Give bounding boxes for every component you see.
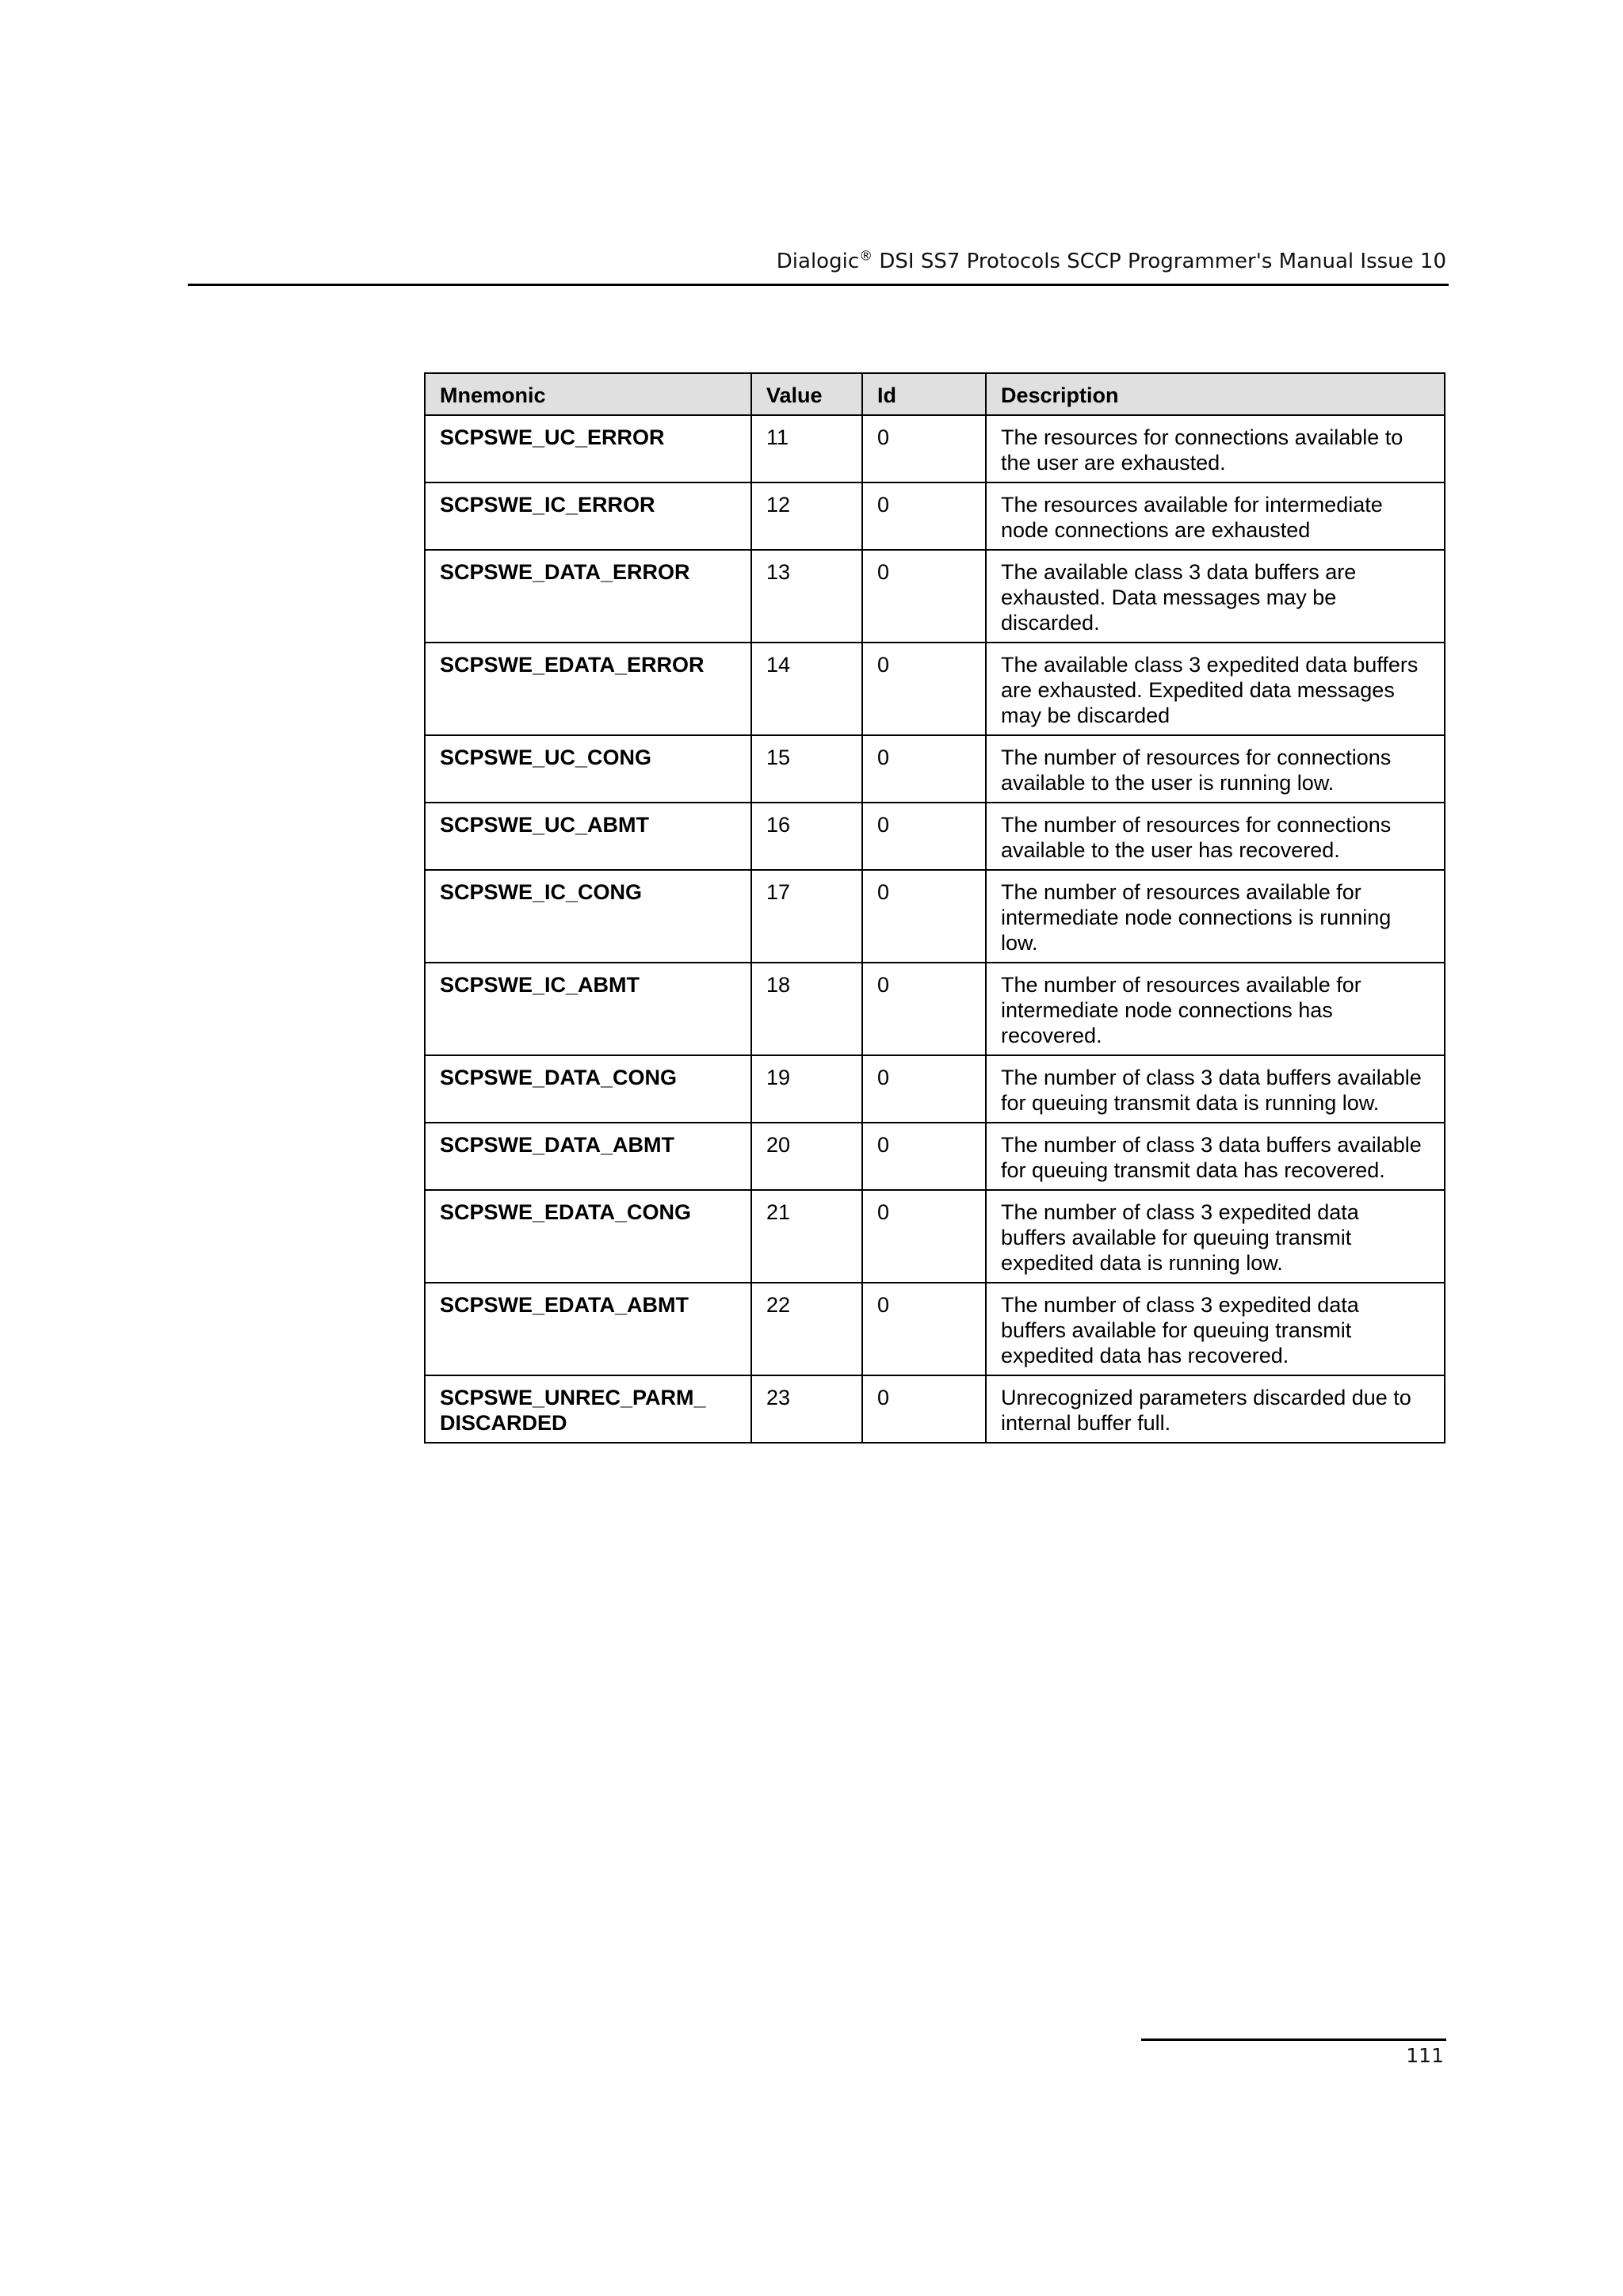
table-row [425,550,1445,643]
header-title: DSI SS7 Protocols SCCP Programmer's Manual Issue 10 [873,250,1446,273]
mnemonic-table [424,372,1445,1444]
value-cell: 20 [751,1123,862,1190]
mnemonic-cell: SCPSWE_IC_ABMT [425,963,751,1055]
description-cell: Unrecognized parameters discarded due to internal buffer full. [986,1375,1445,1443]
mnemonic-cell: SCPSWE_EDATA_ABMT [425,1283,751,1375]
value-cell: 13 [751,550,862,643]
mnemonic-cell: SCPSWE_IC_ERROR [425,482,751,550]
value-cell: 14 [751,643,862,735]
value-cell: 17 [751,870,862,963]
value-cell: 12 [751,482,862,550]
table-header-row [425,373,1445,415]
id-cell: 0 [862,1055,986,1123]
description-cell: The number of resources for connections available to the user is running low. [986,735,1445,803]
description-cell: The available class 3 expedited data buffers are exhausted. Expedited data messages may be discarded [986,643,1445,735]
description-cell: The number of resources for connections available to the user has recovered. [986,803,1445,870]
header-rule [188,284,1449,286]
mnemonic-cell: SCPSWE_EDATA_ERROR [425,643,751,735]
description-cell: The resources available for intermediate node connections are exhausted [986,482,1445,550]
mnemonic-cell: SCPSWE_UNREC_PARM_ DISCARDED [425,1375,751,1443]
id-cell: 0 [862,1375,986,1443]
table-row [425,870,1445,963]
mnemonic-cell: SCPSWE_DATA_CONG [425,1055,751,1123]
mnemonic-cell: SCPSWE_UC_ABMT [425,803,751,870]
id-cell: 0 [862,735,986,803]
page-header [188,244,1446,279]
id-cell: 0 [862,415,986,482]
table-row [425,1055,1445,1123]
mnemonic-cell: SCPSWE_UC_ERROR [425,415,751,482]
table-row [425,643,1445,735]
id-cell: 0 [862,643,986,735]
id-cell: 0 [862,550,986,643]
value-cell: 18 [751,963,862,1055]
value-cell: 23 [751,1375,862,1443]
value-cell: 11 [751,415,862,482]
page-number: 111 [1406,2044,1444,2067]
mnemonic-cell: SCPSWE_DATA_ABMT [425,1123,751,1190]
id-cell: 0 [862,803,986,870]
table-row [425,1375,1445,1443]
footer-rule [1141,2039,1446,2041]
description-cell: The number of class 3 expedited data buffers available for queuing transmit expedited data has recovered. [986,1283,1445,1375]
id-cell: 0 [862,1283,986,1375]
table-row [425,415,1445,482]
description-cell: The resources for connections available to the user are exhausted. [986,415,1445,482]
description-cell: The available class 3 data buffers are exhausted. Data messages may be discarded. [986,550,1445,643]
mnemonic-cell: SCPSWE_UC_CONG [425,735,751,803]
mnemonic-cell: SCPSWE_IC_CONG [425,870,751,963]
value-cell: 15 [751,735,862,803]
value-cell: 21 [751,1190,862,1283]
column-header-mnemonic: Mnemonic [425,373,751,415]
value-cell: 22 [751,1283,862,1375]
table-row [425,482,1445,550]
mnemonic-cell: SCPSWE_EDATA_CONG [425,1190,751,1283]
column-header-id: Id [862,373,986,415]
table-row [425,1283,1445,1375]
description-cell: The number of resources available for intermediate node connections has recovered. [986,963,1445,1055]
description-cell: The number of class 3 data buffers available for queuing transmit data has recovered. [986,1123,1445,1190]
id-cell: 0 [862,482,986,550]
id-cell: 0 [862,870,986,963]
id-cell: 0 [862,1190,986,1283]
mnemonic-cell: SCPSWE_DATA_ERROR [425,550,751,643]
value-cell: 19 [751,1055,862,1123]
column-header-description: Description [986,373,1445,415]
table-row [425,1123,1445,1190]
value-cell: 16 [751,803,862,870]
id-cell: 0 [862,963,986,1055]
table-body [425,415,1445,1443]
description-cell: The number of resources available for intermediate node connections is running low. [986,870,1445,963]
id-cell: 0 [862,1123,986,1190]
registered-mark: ® [859,248,873,265]
description-cell: The number of class 3 data buffers available for queuing transmit data is running low. [986,1055,1445,1123]
table-row [425,735,1445,803]
table-row [425,803,1445,870]
column-header-value: Value [751,373,862,415]
table-row [425,963,1445,1055]
description-cell: The number of class 3 expedited data buffers available for queuing transmit expedited data is running low. [986,1190,1445,1283]
table-row [425,1190,1445,1283]
header-brand: Dialogic [776,250,860,273]
